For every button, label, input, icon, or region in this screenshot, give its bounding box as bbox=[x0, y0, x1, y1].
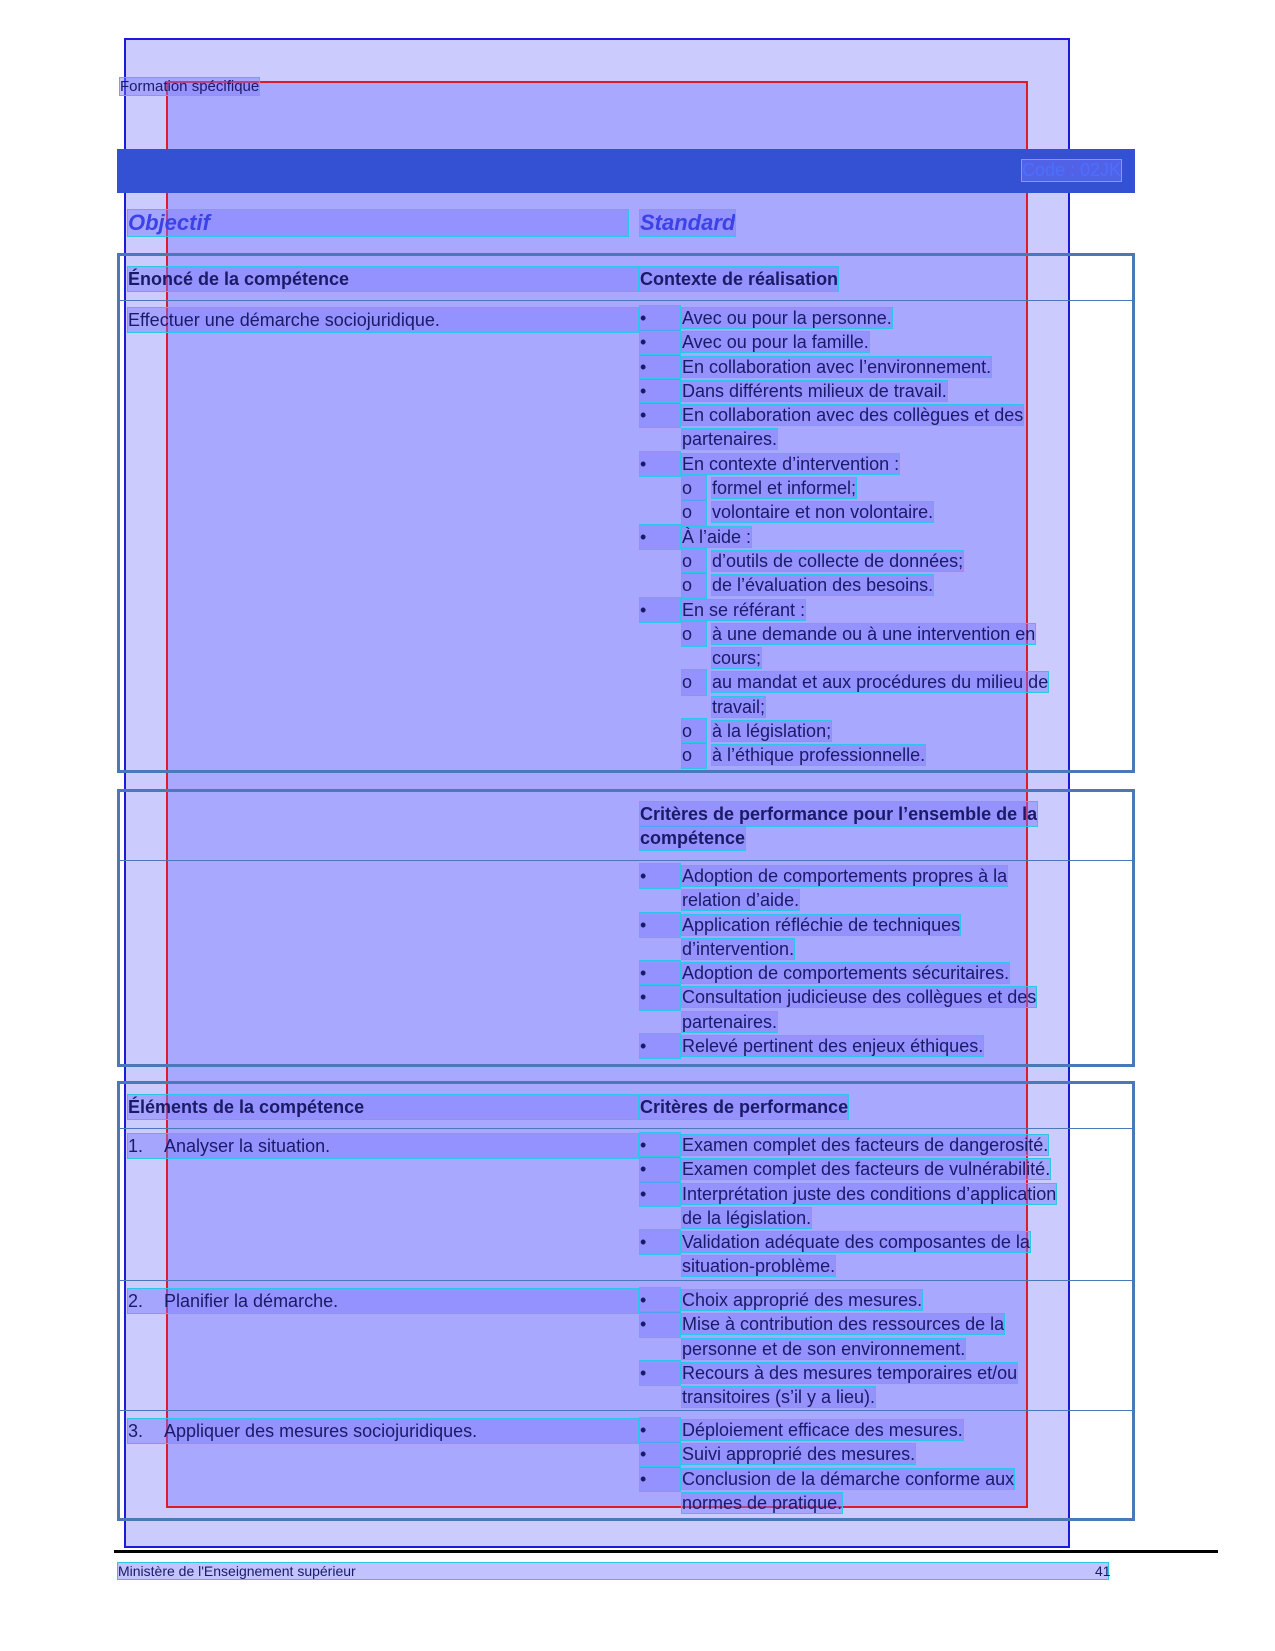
list-item bbox=[640, 1312, 1017, 1336]
element-criteres-list-3 bbox=[640, 1418, 1014, 1515]
list-item-text: partenaires. bbox=[682, 429, 778, 450]
list-item-text: En se référant : bbox=[682, 599, 806, 620]
bullet-icon: • bbox=[640, 355, 680, 379]
list-item bbox=[640, 1157, 1056, 1181]
element-num: 2. bbox=[128, 1291, 144, 1311]
list-item-text: Examen complet des facteurs de dangerosité. bbox=[682, 1135, 1049, 1155]
footer-ministry: Ministère de l'Enseignement supérieur bbox=[118, 1563, 1108, 1579]
list-item bbox=[640, 1442, 1014, 1466]
list-item bbox=[640, 573, 1048, 597]
bullet-icon: • bbox=[640, 330, 680, 354]
element-criteres-list-2 bbox=[640, 1288, 1017, 1409]
section-title: Formation spécifique bbox=[120, 78, 260, 95]
list-item bbox=[640, 1467, 1014, 1491]
list-item-text: situation-problème. bbox=[682, 1256, 836, 1277]
footer-rule bbox=[114, 1550, 1218, 1553]
list-item bbox=[640, 1418, 1014, 1442]
bullet-icon: • bbox=[640, 1034, 680, 1058]
list-item bbox=[640, 1182, 1056, 1206]
divider bbox=[120, 1280, 1132, 1281]
sub-bullet-icon: o bbox=[682, 622, 706, 646]
list-item bbox=[640, 1491, 1014, 1515]
list-item-text: cours; bbox=[712, 648, 762, 669]
bullet-icon: • bbox=[640, 1312, 680, 1336]
bullet-icon: • bbox=[640, 306, 680, 330]
sub-bullet-icon: o bbox=[682, 500, 706, 524]
list-item bbox=[640, 913, 1036, 937]
bullet-icon: • bbox=[640, 1133, 680, 1157]
list-item bbox=[640, 452, 1048, 476]
bullet-icon: • bbox=[640, 1467, 680, 1491]
list-item-text: personne et de son environnement. bbox=[682, 1338, 966, 1359]
list-item-text: travail; bbox=[712, 696, 766, 717]
list-item-text: Adoption de comportements sécuritaires. bbox=[682, 963, 1010, 984]
contexte-list bbox=[640, 306, 1048, 768]
list-item-text: Recours à des mesures temporaires et/ou bbox=[682, 1362, 1018, 1383]
criteres-ensemble-list bbox=[640, 864, 1036, 1058]
divider bbox=[120, 300, 1132, 301]
list-item-text: à une demande ou à une intervention en bbox=[712, 623, 1036, 644]
bullet-icon: • bbox=[640, 1182, 680, 1206]
bullet-icon: • bbox=[640, 525, 680, 549]
list-item-text: formel et informel; bbox=[712, 478, 857, 499]
list-item-text: relation d’aide. bbox=[682, 890, 800, 911]
list-item bbox=[640, 403, 1048, 427]
list-item bbox=[640, 1034, 1036, 1058]
list-item bbox=[640, 937, 1036, 961]
list-item bbox=[640, 1254, 1056, 1278]
list-item-text: Relevé pertinent des enjeux éthiques. bbox=[682, 1036, 984, 1057]
list-item-text: Examen complet des facteurs de vulnérabilité. bbox=[682, 1159, 1051, 1180]
list-item bbox=[640, 355, 1048, 379]
bullet-icon: • bbox=[640, 1442, 680, 1466]
list-item-text: de l’évaluation des besoins. bbox=[712, 575, 934, 596]
list-item-text: Adoption de comportements propres à la bbox=[682, 866, 1008, 886]
element-text: Planifier la démarche. bbox=[164, 1291, 339, 1311]
list-item-text: À l’aide : bbox=[682, 526, 752, 547]
list-item-text: Interprétation juste des conditions d’application bbox=[682, 1183, 1057, 1204]
element-text: Analyser la situation. bbox=[164, 1136, 331, 1156]
list-item-text: partenaires. bbox=[682, 1011, 778, 1032]
enonce-label: Énoncé de la compétence bbox=[128, 267, 638, 291]
list-item bbox=[640, 598, 1048, 622]
sub-bullet-icon: o bbox=[682, 743, 706, 767]
list-item-text: Validation adéquate des composantes de la bbox=[682, 1232, 1030, 1253]
code-bar bbox=[117, 149, 1135, 193]
element-row-2 bbox=[128, 1289, 638, 1313]
list-item bbox=[640, 719, 1048, 743]
list-item bbox=[640, 961, 1036, 985]
list-item-text: Consultation judicieuse des collègues et des bbox=[682, 987, 1037, 1008]
list-item bbox=[640, 622, 1048, 646]
element-num: 3. bbox=[128, 1421, 144, 1441]
list-item bbox=[640, 1288, 1017, 1312]
column-heading-standard: Standard bbox=[640, 210, 736, 235]
list-item-text: Avec ou pour la personne. bbox=[682, 308, 892, 328]
element-text: Appliquer des mesures sociojuridiques. bbox=[164, 1421, 478, 1441]
list-item-text: Conclusion de la démarche conforme aux bbox=[682, 1468, 1015, 1489]
element-num: 1. bbox=[128, 1136, 144, 1156]
list-item-text: Application réfléchie de techniques bbox=[682, 914, 961, 935]
list-item bbox=[640, 670, 1048, 694]
bullet-icon: • bbox=[640, 598, 680, 622]
sub-bullet-icon: o bbox=[682, 476, 706, 500]
bullet-icon: • bbox=[640, 403, 680, 427]
list-item bbox=[640, 330, 1048, 354]
list-item bbox=[640, 306, 1048, 330]
sub-bullet-icon: o bbox=[682, 719, 706, 743]
element-criteres-list-1 bbox=[640, 1133, 1056, 1279]
enonce-text: Effectuer une démarche sociojuridique. bbox=[128, 308, 638, 332]
contexte-label: Contexte de réalisation bbox=[640, 269, 839, 289]
bullet-icon: • bbox=[640, 452, 680, 476]
element-row-1 bbox=[128, 1134, 638, 1158]
bullet-icon: • bbox=[640, 864, 680, 888]
list-item bbox=[640, 427, 1048, 451]
list-item-text: d’intervention. bbox=[682, 938, 795, 959]
divider bbox=[120, 860, 1132, 861]
criteres-ensemble-label-2: compétence bbox=[640, 828, 746, 848]
list-item-text: Déploiement efficace des mesures. bbox=[682, 1420, 963, 1440]
bullet-icon: • bbox=[640, 961, 680, 985]
list-item bbox=[640, 1133, 1056, 1157]
list-item-text: à l’éthique professionnelle. bbox=[712, 745, 926, 766]
list-item bbox=[640, 888, 1036, 912]
list-item bbox=[640, 695, 1048, 719]
column-heading-objectif: Objectif bbox=[128, 210, 628, 236]
bullet-icon: • bbox=[640, 1361, 680, 1385]
list-item bbox=[640, 864, 1036, 888]
list-item-text: En collaboration avec l’environnement. bbox=[682, 356, 992, 377]
element-row-3 bbox=[128, 1419, 638, 1443]
bullet-icon: • bbox=[640, 1418, 680, 1442]
list-item-text: au mandat et aux procédures du milieu de bbox=[712, 672, 1049, 693]
sub-bullet-icon: o bbox=[682, 670, 706, 694]
page-number: 41 bbox=[1095, 1563, 1111, 1579]
list-item bbox=[640, 379, 1048, 403]
list-item bbox=[640, 1361, 1017, 1385]
elements-criteres-label: Critères de performance bbox=[640, 1097, 849, 1117]
bullet-icon: • bbox=[640, 1157, 680, 1181]
list-item bbox=[640, 476, 1048, 500]
list-item-text: Avec ou pour la famille. bbox=[682, 332, 869, 353]
list-item bbox=[640, 500, 1048, 524]
list-item-text: transitoires (s’il y a lieu). bbox=[682, 1387, 876, 1408]
bullet-icon: • bbox=[640, 1288, 680, 1312]
list-item bbox=[640, 549, 1048, 573]
list-item-text: volontaire et non volontaire. bbox=[712, 502, 934, 523]
code-label: Code : 02JK bbox=[1021, 160, 1121, 180]
list-item-text: de la législation. bbox=[682, 1207, 812, 1228]
criteres-ensemble-label-1: Critères de performance pour l’ensemble de la bbox=[640, 804, 1038, 824]
elements-label: Éléments de la compétence bbox=[128, 1095, 638, 1119]
list-item-text: Dans différents milieux de travail. bbox=[682, 380, 947, 401]
bullet-icon: • bbox=[640, 985, 680, 1009]
list-item-text: En contexte d’intervention : bbox=[682, 453, 900, 474]
bullet-icon: • bbox=[640, 913, 680, 937]
list-item bbox=[640, 525, 1048, 549]
list-item bbox=[640, 1230, 1056, 1254]
list-item bbox=[640, 985, 1036, 1009]
sub-bullet-icon: o bbox=[682, 549, 706, 573]
list-item-text: En collaboration avec des collègues et des bbox=[682, 405, 1024, 426]
divider bbox=[120, 1410, 1132, 1411]
list-item-text: d’outils de collecte de données; bbox=[712, 550, 964, 571]
list-item bbox=[640, 646, 1048, 670]
bullet-icon: • bbox=[640, 379, 680, 403]
list-item bbox=[640, 1206, 1056, 1230]
list-item-text: à la législation; bbox=[712, 721, 832, 742]
list-item bbox=[640, 1337, 1017, 1361]
sub-bullet-icon: o bbox=[682, 573, 706, 597]
list-item-text: Choix approprié des mesures. bbox=[682, 1290, 923, 1310]
divider bbox=[120, 1128, 1132, 1129]
bullet-icon: • bbox=[640, 1230, 680, 1254]
list-item-text: normes de pratique. bbox=[682, 1492, 843, 1513]
list-item-text: Mise à contribution des ressources de la bbox=[682, 1314, 1005, 1335]
list-item bbox=[640, 1385, 1017, 1409]
list-item-text: Suivi approprié des mesures. bbox=[682, 1444, 916, 1465]
list-item bbox=[640, 1010, 1036, 1034]
list-item bbox=[640, 743, 1048, 767]
